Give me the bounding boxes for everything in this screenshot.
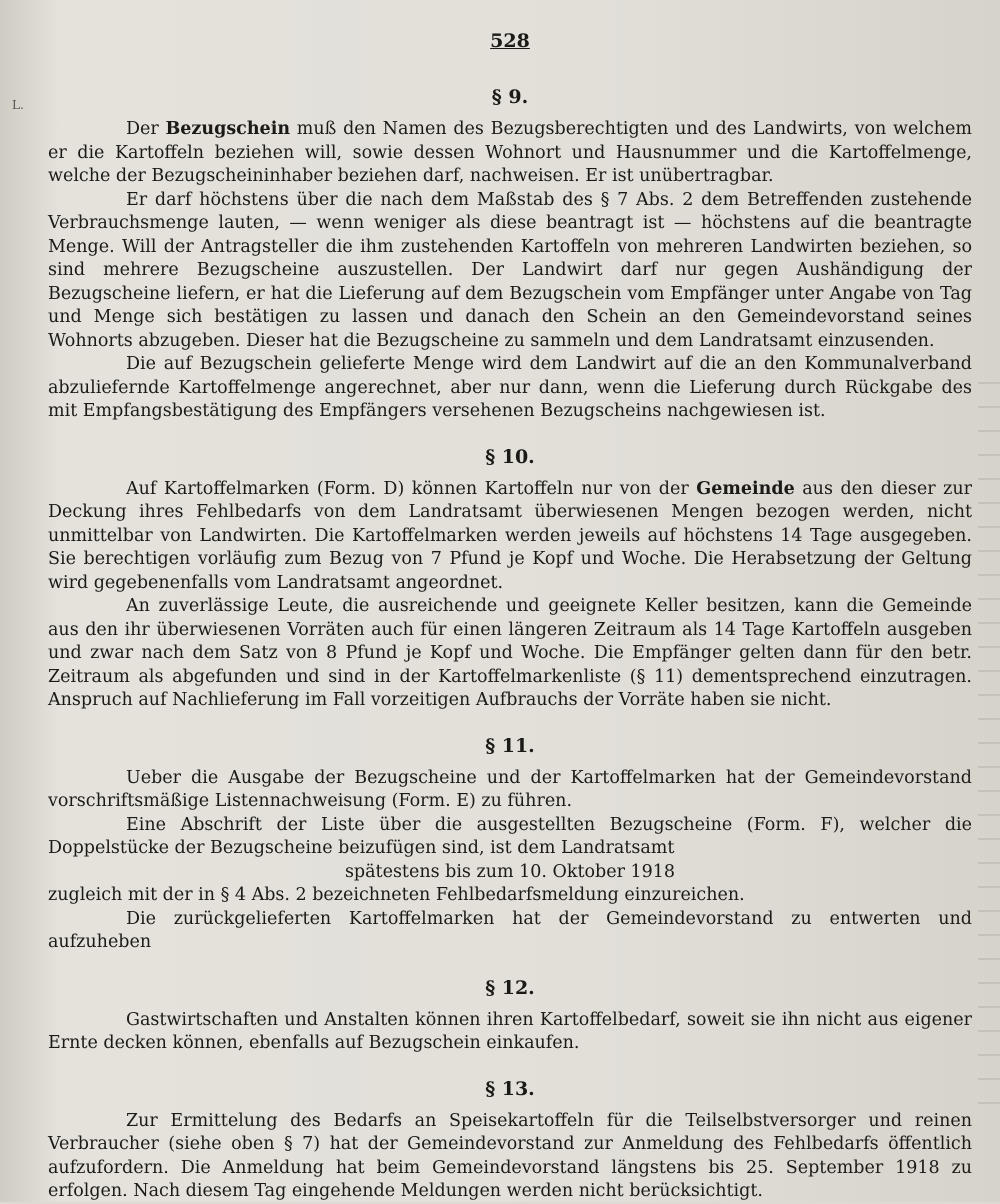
section-12 <box>48 977 972 1056</box>
paragraph: Eine Abschrift der Liste über die ausgestellten Bezugscheine (Form. F), welcher die Doppelstücke der Bezugscheine beizufügen sind, ist dem Landratsamt <box>48 814 972 858</box>
paragraph: Auf Kartoffelmarken (Form. D) können Kartoffeln nur von der Gemeinde aus den dieser zur Deckung ihres Fehlbedarfs von dem Landratsamt überwiesenen Mengen bezogen werden, nicht unmittelbar von Landwirten. Die Kartoffelmarken werden jeweils auf höchstens 14 Tage ausgegeben. Sie berechtigen vorläufig zum Bezug von 7 Pfund je Kopf und Woche. Die Herabsetzung der Geltung wird gegebenenfalls vom Landratsamt angeordnet. <box>48 478 972 593</box>
paragraph: Der Bezugschein muß den Namen des Bezugsberechtigten und des Landwirts, von welchem er die Kartoffeln beziehen will, sowie dessen Wohnort und Hausnummer und die Kartoffelmenge, welche der Bezugscheininhaber beziehen darf, nachweisen. Er ist unübertragbar. <box>48 119 972 186</box>
paragraph: Die auf Bezugschein gelieferte Menge wird dem Landwirt auf die an den Kommunalverband abzuliefernde Kartoffelmenge angerechnet, aber nur dann, wenn die Lieferung durch Rückgabe des mit Empfangsbestätigung des Empfängers versehenen Bezugscheins nachgewiesen ist. <box>48 354 972 421</box>
adjacent-page-edge <box>978 360 1000 1120</box>
paragraph: An zuverlässige Leute, die ausreichende und geeignete Keller besitzen, kann die Gemeinde aus den ihr überwiesenen Vorräten auch für einen längeren Zeitraum als 14 Tage Kartoffeln ausgeben und zwar nach dem Satz von 8 Pfund je Kopf und Woche. Die Empfänger gelten dann für den betr. Zeitraum als abgefunden und sind in der Kartoffelmarkenliste (§ 11) dementsprechend einzutragen. Anspruch auf Nachlieferung im Fall vorzeitigen Aufbrauchs der Vorräte haben sie nicht. <box>48 596 972 710</box>
margin-mark: L. <box>12 98 24 112</box>
bold-term: Bezugschein <box>165 119 291 139</box>
section-heading: § 13. <box>485 1077 535 1100</box>
paragraph: Zur Ermittelung des Bedarfs an Speisekartoffeln für die Teilselbstversorger und reinen Verbraucher (siehe oben § 7) hat der Gemeindevorstand zur Anmeldung des Fehlbedarfs öffentlich aufzufordern. Die Anmeldung hat beim Gemeindevorstand längstens bis 25. September 1918 zu erfolgen. Nach diesem Tag eingehende Meldungen werden nicht berücksichtigt. <box>48 1110 972 1201</box>
section-13 <box>48 1078 972 1204</box>
paragraph: Die zurückgelieferten Kartoffelmarken hat der Gemeindevorstand zu entwerten und aufzuheben <box>48 908 972 952</box>
section-10 <box>48 446 972 713</box>
section-heading: § 11. <box>485 734 535 757</box>
section-heading: § 10. <box>485 445 535 468</box>
page-number: 528 <box>490 30 530 52</box>
section-11 <box>48 735 972 955</box>
paragraph: Gastwirtschaften und Anstalten können ihren Kartoffelbedarf, soweit sie ihn nicht aus eigener Ernte decken können, ebenfalls auf Bezugschein einkaufen. <box>48 1009 972 1053</box>
section-9 <box>48 86 972 424</box>
paragraph: zugleich mit der in § 4 Abs. 2 bezeichneten Fehlbedarfsmeldung einzureichen. <box>48 885 745 905</box>
section-heading: § 12. <box>485 976 535 999</box>
paragraph: Ueber die Ausgabe der Bezugscheine und der Kartoffelmarken hat der Gemeindevorstand vorschriftsmäßige Listennachweisung (Form. E) zu führen. <box>48 767 972 811</box>
paragraph: Er darf höchstens über die nach dem Maßstab des § 7 Abs. 2 dem Betreffenden zustehende Verbrauchsmenge lauten, — wenn weniger als diese beantragt ist — höchstens auf die beantragte Menge. Will der Antragsteller die ihm zustehenden Kartoffeln von mehreren Landwirten beziehen, so sind mehrere Bezugscheine auszustellen. Der Landwirt darf nur gegen Aushändigung der Bezugscheine liefern, er hat die Lieferung auf dem Bezugschein vom Empfänger unter Angabe von Tag und Menge sich bestätigen zu lassen und danach den Schein an den Gemeindevorstand seines Wohnorts abzugeben. Dieser hat die Bezugscheine zu sammeln und dem Landratsamt einzusenden. <box>48 189 972 351</box>
bold-term: Gemeinde <box>696 478 795 499</box>
deadline-line: spätestens bis zum 10. Oktober 1918 <box>344 861 676 882</box>
section-heading: § 9. <box>491 86 529 108</box>
